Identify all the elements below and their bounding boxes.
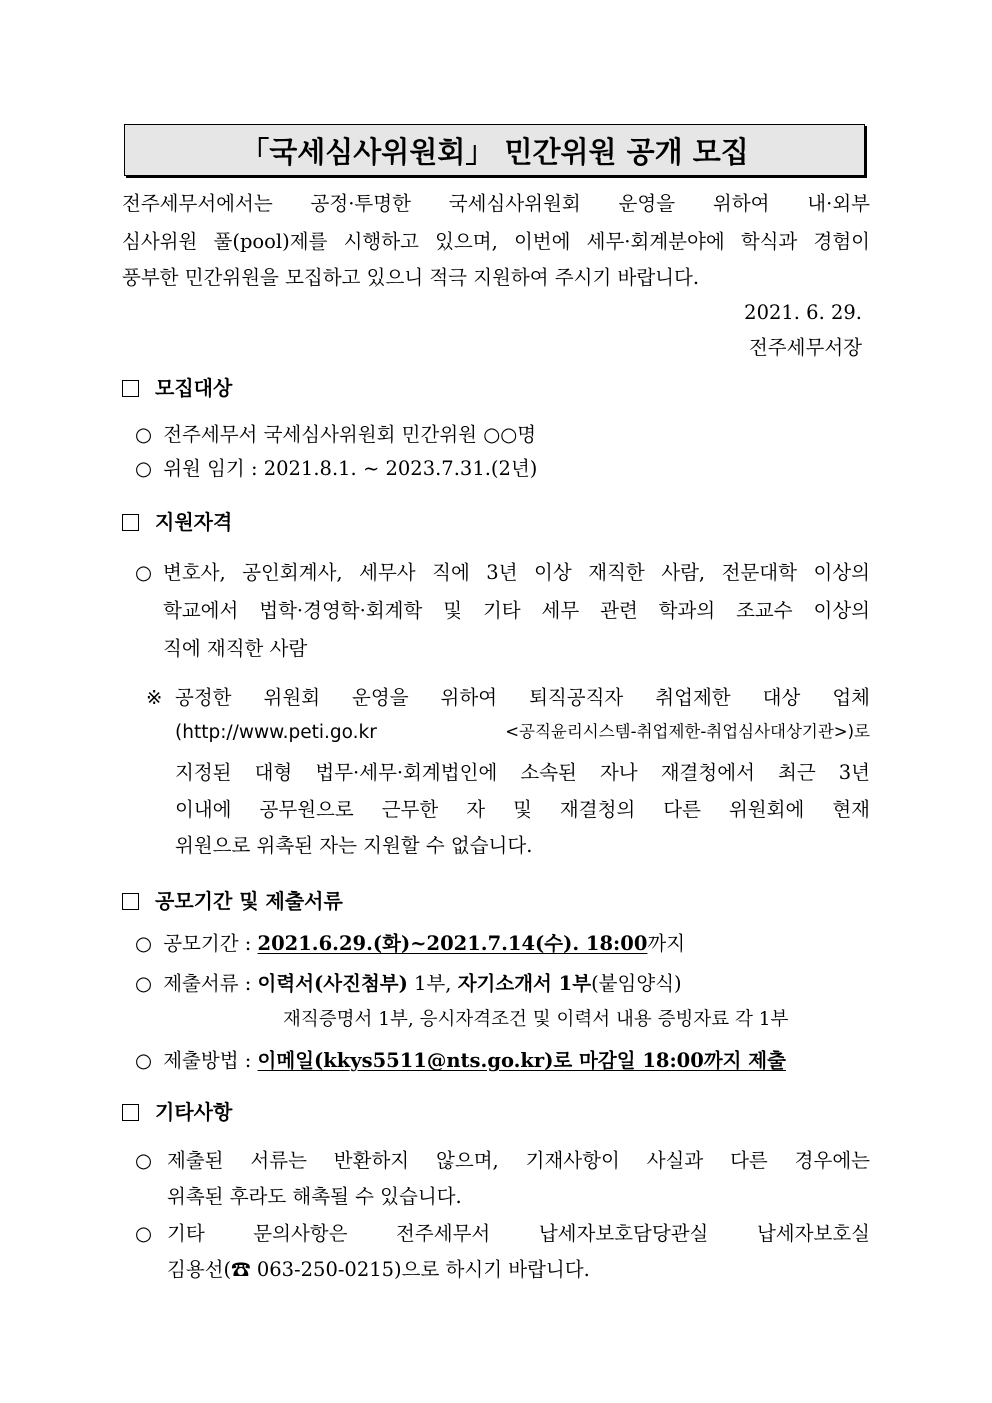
note-line-3: 지정된 대형 법무·세무·회계법인에 소속된 자나 재결청에서 최근 3년: [175, 761, 870, 784]
period-row: [135, 934, 685, 954]
section-heading-text: 공모기간 및 제출서류: [155, 889, 343, 913]
circle-bullet-icon: ○: [135, 932, 153, 955]
square-bullet-icon: [122, 893, 139, 910]
period-label: 공모기간 :: [163, 932, 252, 955]
note-line-1: 공정한 위원회 운영을 위하여 퇴직공직자 취업제한 대상 업체: [175, 686, 870, 709]
section-target-heading: [122, 378, 232, 398]
note-line-4: 이내에 공무원으로 근무한 자 및 재결청의 다른 위원회에 현재: [175, 798, 870, 821]
circle-bullet-icon: ○: [135, 972, 153, 995]
square-bullet-icon: [122, 380, 139, 397]
circle-bullet-icon: ○: [135, 423, 153, 446]
circle-bullet-icon: ○: [135, 561, 153, 584]
intro-line-2: 심사위원 풀(pool)제를 시행하고 있으며, 이번에 세무·회계분야에 학식과 경험이: [122, 230, 870, 253]
method-value: 이메일(kkys5511@nts.go.kr)로 마감일 18:00까지 제출: [257, 1049, 786, 1072]
period-suffix: 까지: [647, 932, 686, 955]
target-item-1-text: 전주세무서 국세심사위원회 민간위원 ○○명: [163, 423, 537, 446]
method-row: [135, 1051, 786, 1071]
note-line-5: 위원으로 위촉된 자는 지원할 수 없습니다.: [175, 834, 533, 857]
etc-item-2-line-2: 김용선(☎ 063-250-0215)으로 하시기 바랍니다.: [167, 1258, 590, 1281]
square-bullet-icon: [122, 514, 139, 531]
docs-row: [135, 974, 682, 994]
target-item-2: [135, 459, 537, 479]
note-line-2: [175, 724, 870, 743]
section-qualification-heading: [122, 512, 232, 532]
qualification-line-2: 학교에서 법학·경영학·회계학 및 기타 세무 관련 학과의 조교수 이상의: [163, 599, 870, 622]
qualification-line-1: 변호사, 공인회계사, 세무사 직에 3년 이상 재직한 사람, 전문대학 이상의: [163, 561, 870, 584]
section-heading-text: 기타사항: [155, 1100, 233, 1124]
docs-resume: 이력서(사진첨부): [257, 972, 408, 995]
docs-line-2: 재직증명서 1부, 응시자격조건 및 이력서 내용 증빙자료 각 1부: [283, 1009, 789, 1030]
note-line-2-rest: <공직윤리시스템-취업제한-취업심사대상기관>)로: [505, 722, 870, 741]
target-item-2-text: 위원 임기 : 2021.8.1. ~ 2023.7.31.(2년): [163, 457, 538, 480]
section-etc-heading: [122, 1102, 232, 1122]
etc-item-1-line-2: 위촉된 후라도 해촉될 수 있습니다.: [167, 1185, 462, 1208]
method-label: 제출방법 :: [163, 1049, 252, 1072]
etc-item-2-line-1: 기타 문의사항은 전주세무서 납세자보호담당관실 납세자보호실: [167, 1222, 870, 1245]
docs-text-2: (붙임양식): [591, 972, 682, 995]
circle-bullet-icon: ○: [135, 1049, 153, 1072]
square-bullet-icon: [122, 1104, 139, 1121]
intro-line-3: 풍부한 민간위원을 모집하고 있으니 적극 지원하여 주시기 바랍니다.: [122, 266, 700, 289]
intro-line-1: 전주세무서에서는 공정·투명한 국세심사위원회 운영을 위하여 내·외부: [122, 192, 870, 215]
docs-label: 제출서류 :: [163, 972, 252, 995]
docs-intro: 자기소개서 1부: [457, 972, 592, 995]
section-heading-text: 모집대상: [155, 376, 233, 400]
title-box: [124, 124, 865, 176]
circle-bullet-icon: ○: [135, 1149, 153, 1172]
note-mark: ※: [146, 686, 163, 709]
period-value: 2021.6.29.(화)~2021.7.14(수). 18:00: [257, 932, 648, 955]
target-item-1: [135, 425, 536, 445]
circle-bullet-icon: ○: [135, 1222, 153, 1245]
notice-date: 2021. 6. 29.: [744, 301, 862, 324]
qualification-line-3: 직에 재직한 사람: [163, 637, 308, 660]
etc-item-1-line-1: 제출된 서류는 반환하지 않으며, 기재사항이 사실과 다른 경우에는: [167, 1149, 870, 1172]
circle-bullet-icon: ○: [135, 457, 153, 480]
section-period-heading: [122, 891, 343, 911]
note-url: (http://www.peti.go.kr: [175, 722, 377, 743]
page-title: 「국세심사위원회」 민간위원 공개 모집: [240, 134, 749, 169]
docs-text-1: 1부,: [407, 972, 458, 995]
section-heading-text: 지원자격: [155, 510, 233, 534]
issuer: 전주세무서장: [748, 336, 862, 359]
